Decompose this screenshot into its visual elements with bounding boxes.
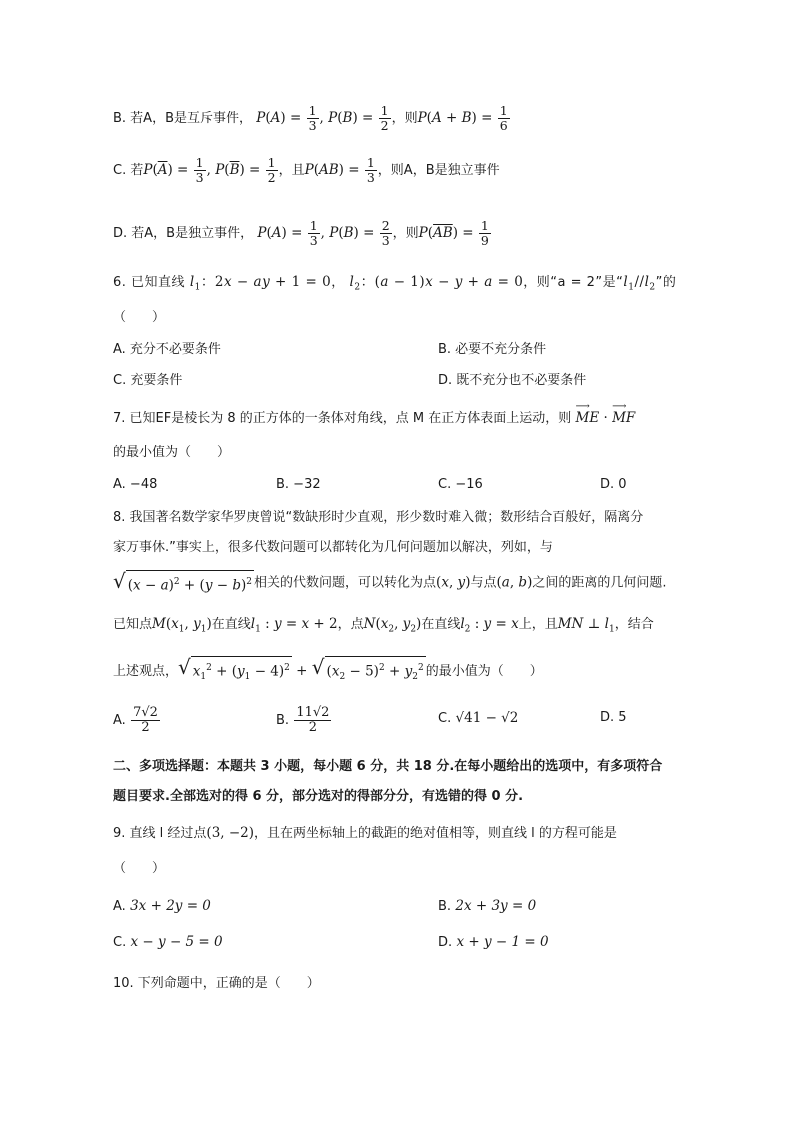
q8-line4-text4: 在直线 <box>421 617 461 632</box>
q6-answer-paren: （ ） <box>113 310 166 325</box>
q5-option-b-then: ，则 <box>391 111 418 126</box>
q6-stem-text4: ”的 <box>655 275 677 290</box>
q7-option-b: B. −32 <box>276 477 321 492</box>
q8-sqrt-expression: √ $(x - a)^2 + (y - b)^2$ <box>113 569 253 594</box>
q8-line4-text6: ，结合 <box>614 617 654 632</box>
q9-stem-text2: ，且在两坐标轴上的截距的绝对值相等，则直线 l 的方程可能是 <box>254 826 617 841</box>
q9-option-d <box>438 932 549 953</box>
q9-answer-paren: （ ） <box>113 861 166 876</box>
q7-option-c: C. −16 <box>438 477 483 492</box>
q7-dot-product: ⟶ ME · ⟶ MF <box>576 410 636 426</box>
q6-line2-equation: (a − 1)x − y + a = 0 <box>374 274 524 290</box>
q8-line3-text1: 相关的代数问题，可以转化为点 <box>254 575 437 591</box>
q5-option-b-result-formula: P(A + B) = $\frac{1}{6}$ <box>417 103 508 133</box>
q8-line3-text3: 之间的距离的几何问题. <box>532 575 667 591</box>
q7-option-d: D. 0 <box>600 477 627 492</box>
q9-stem: 9. 直线 l 经过点(3, −2)，且在两坐标轴上的截距的绝对值相等，则直线 l 的方程可能是 <box>113 825 617 841</box>
q8-option-a: A. $\frac{7√2}{2}$ <box>113 705 158 735</box>
q10-stem: 10. 下列命题中，正确的是（ ） <box>113 976 320 991</box>
q8-line4-text3: ，点 <box>337 617 364 632</box>
q8-sqrt-term1: √ $x_1^2 + (y_1 - 4)^2$ <box>178 656 292 687</box>
q8-option-b-label: B. <box>276 713 290 728</box>
q9-option-a <box>113 896 211 917</box>
q8-option-c-label: C. <box>438 711 452 726</box>
q6-option-d: D. 既不充分也不必要条件 <box>438 373 587 388</box>
q6-option-a: A. 充分不必要条件 <box>113 342 221 357</box>
q8-line3: √ $(x - a)^2 + (y - b)^2$ 相关的代数问题，可以转化为点(x, y)与点(a, b)之间的距离的几何问题. <box>113 569 667 594</box>
q5-option-d <box>113 219 492 248</box>
q5-option-d-result-formula: $P(\overline{AB})$ = $\frac{1}{9}$ <box>418 218 489 248</box>
q5-option-b-formula: P(A) = $\frac{1}{3}$ , P(B) = $\frac{1}{2}$ <box>256 103 389 133</box>
q7-stem-line2: 的最小值为（ ） <box>113 445 231 460</box>
q8-line4-text2: 在直线 <box>211 617 251 632</box>
q6-option-b: B. 必要不充分条件 <box>438 342 547 357</box>
q8-option-a-label: A. <box>113 713 126 728</box>
q8-option-d: D. 5 <box>600 710 627 725</box>
q5-option-c-result: B是独立事件 <box>425 163 500 178</box>
q5-option-c-formula2: P(AB) = $\frac{1}{3}$ <box>304 155 375 185</box>
q9-option-b-equation: 2x + 3y = 0 <box>455 898 537 914</box>
q6-stem-text3: ，则“a = 2”是“ <box>523 275 624 290</box>
q8-option-c: C. √41 − √2 <box>438 710 519 726</box>
q5-option-d-label: D. 若A， <box>113 226 167 241</box>
section2-heading-line2: 题目要求.全部选对的得 6 分，部分选对的得部分分，有选错的得 0 分. <box>113 789 524 804</box>
q6-stem: 6. 已知直线 $l_1$：2x − ay + 1 = 0， $l_2$：(a − 1)x − y + a = 0，则“a = 2”是“$l_1//l_2$”的 <box>113 274 677 293</box>
q9-option-a-equation: 3x + 2y = 0 <box>130 898 211 914</box>
q5-option-d-then: ，则 <box>392 226 419 241</box>
q5-option-b-text: B是互斥事件， <box>165 111 252 126</box>
q5-option-d-formula: P(A) = $\frac{1}{3}$ , P(B) = $\frac{2}{3}$ <box>257 218 390 248</box>
q5-option-b-label: B. 若A， <box>113 111 166 126</box>
q6-option-c: C. 充要条件 <box>113 373 183 388</box>
q8-line3-text2: 与点 <box>470 575 497 591</box>
q8-line5-text1: 上述观点， <box>113 664 179 680</box>
q7-stem <box>113 408 635 429</box>
q9-option-c <box>113 932 223 953</box>
q9-option-b <box>438 896 536 917</box>
q7-option-a: A. −48 <box>113 477 158 492</box>
q9-stem-text1: 9. 直线 l 经过点 <box>113 826 207 841</box>
q8-line2: 家万事休.”事实上，很多代数问题可以都转化为几何问题加以解决，列如，与 <box>113 540 553 555</box>
q8-sqrt-term2: √ $(x_2 - 5)^2 + y_2^2$ <box>312 656 426 687</box>
q5-option-c-label: C. 若 <box>113 163 144 178</box>
q6-line1-equation: 2x − ay + 1 = 0 <box>214 274 332 290</box>
q9-option-d-equation: x + y − 1 = 0 <box>456 934 549 950</box>
q8-line5-text2: 的最小值为（ ） <box>425 664 543 680</box>
q8-line4-text1: 已知点 <box>113 617 153 632</box>
q5-option-d-text: B是独立事件， <box>166 226 254 241</box>
q6-stem-text1: 6. 已知直线 <box>113 275 186 290</box>
q8-line1: 8. 我国著名数学家华罗庚曾说“数缺形时少直观，形少数时难入微；数形结合百般好，隔离分 <box>113 510 644 525</box>
q8-line4: 已知点$M(x_1$, $y_1$)在直线$l_1$ : y = x + 2，点$N(x_2$, $y_2$)在直线$l_2$ : y = x上，且MN ⊥ $l_1$，结合 <box>113 616 654 635</box>
q8-option-b: B. $\frac{11√2}{2}$ <box>276 705 330 735</box>
q5-option-c-then: ，则A， <box>377 163 426 178</box>
q5-option-b <box>113 104 511 133</box>
q9-option-a-label: A. <box>113 899 126 914</box>
q5-option-c-formula: $P(\overline{A})$ = $\frac{1}{3}$ , $P(\overline{B})$ = $\frac{1}{2}$ <box>143 155 276 185</box>
q6-stem-sep: ， <box>331 275 345 290</box>
q9-option-b-label: B. <box>438 899 452 914</box>
q5-option-c <box>113 156 500 185</box>
q7-stem-text1: 7. 已知EF是棱长为 8 的正方体的一条体对角线，点 M 在正方体表面上运动，则 <box>113 411 572 426</box>
section2-heading-line1: 二、多项选择题：本题共 3 小题，每小题 6 分，共 18 分.在每小题给出的选项中，有多项符合 <box>113 759 663 774</box>
q8-line5: 上述观点， √ $x_1^2 + (y_1 - 4)^2$ + √ $(x_2 - 5)^2 + y_2^2$ 的最小值为（ ） <box>113 656 543 687</box>
q9-option-d-label: D. <box>438 935 453 950</box>
q8-line4-text5: 上，且 <box>518 617 558 632</box>
q9-option-c-label: C. <box>113 935 127 950</box>
q9-option-c-equation: x − y − 5 = 0 <box>130 934 223 950</box>
q5-option-c-and: ，且 <box>278 163 305 178</box>
